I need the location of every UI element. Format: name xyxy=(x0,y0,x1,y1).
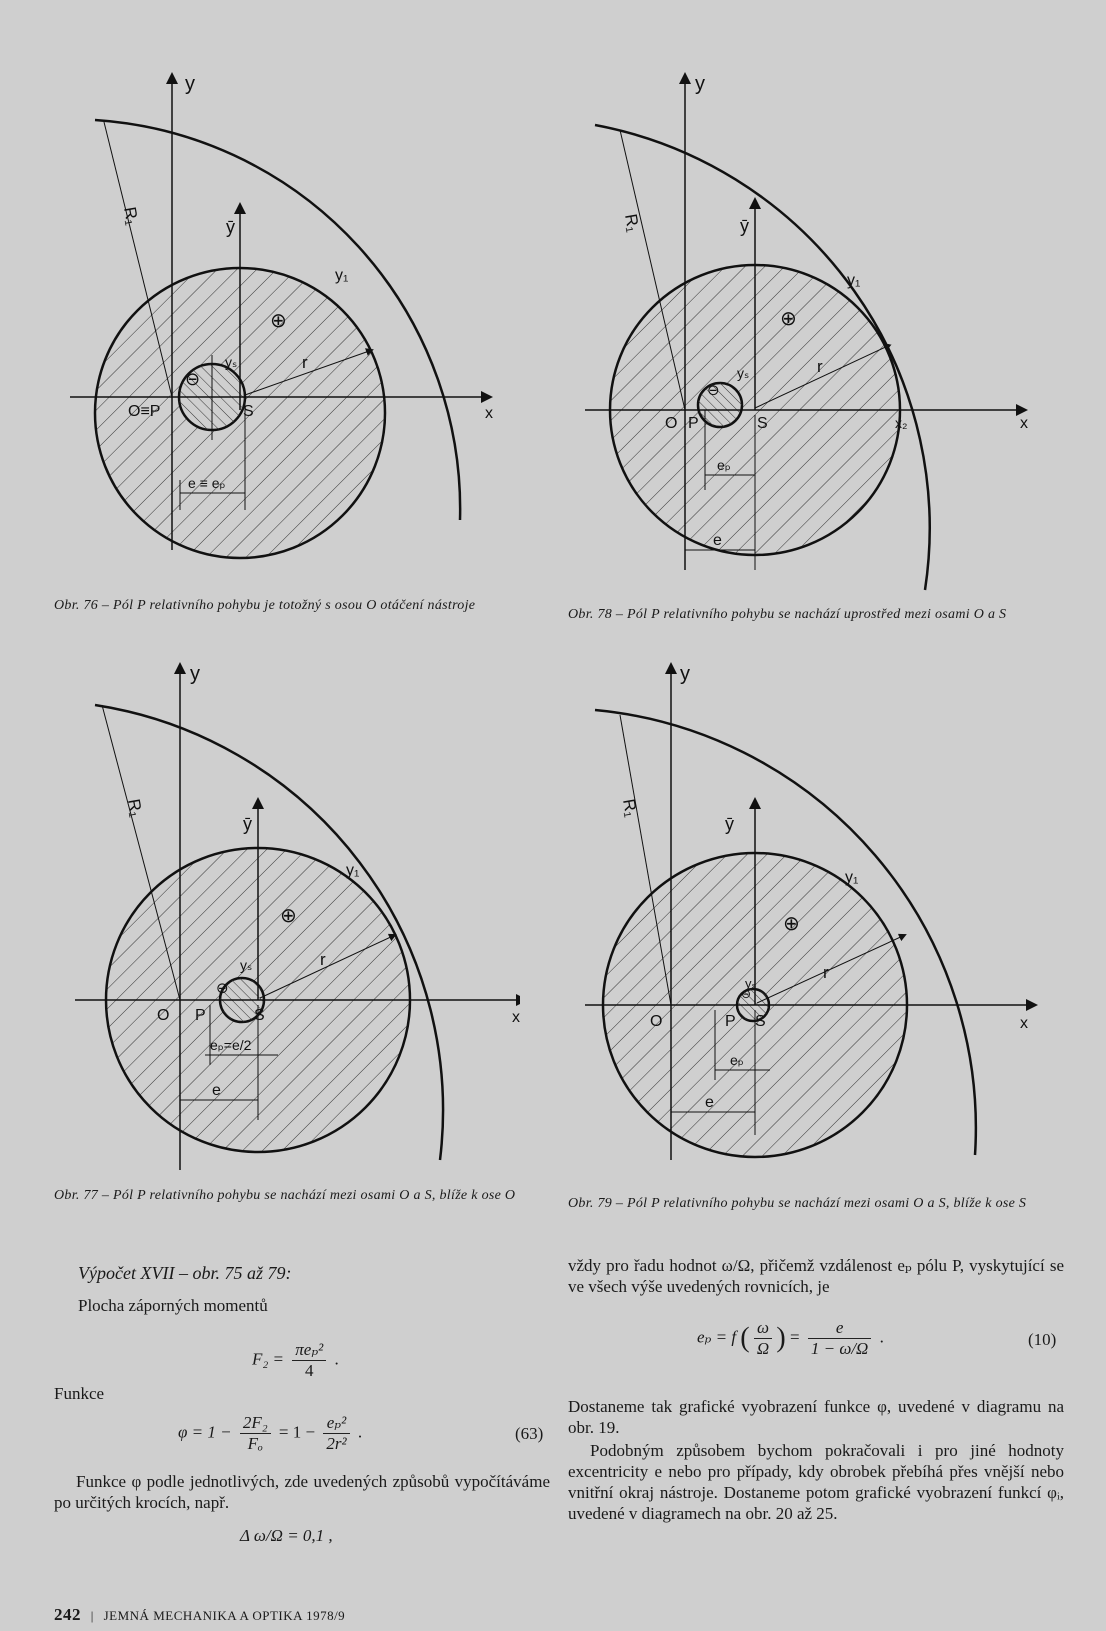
plus-sign: ⊕ xyxy=(280,905,297,927)
eq63-fraction-1 xyxy=(240,1413,271,1454)
ybar-label: ȳ xyxy=(740,216,749,236)
O-label: O xyxy=(665,415,678,432)
eq-F2-lhs: F₂ = xyxy=(252,1349,285,1369)
paragraph-funkce-text: Funkce φ podle jednotlivých, zde uvedených způsobů vypočítáváme po určitých krocích, např. xyxy=(54,1472,550,1512)
eq10-fraction xyxy=(808,1318,872,1359)
paragraph-vzdy-text: vždy pro řadu hodnot ω/Ω, přičemž vzdálenost eₚ pólu P, vyskytující se ve všech výše uvedených rovnicích, je xyxy=(568,1256,1064,1296)
caption-79: Obr. 79 – Pól P relativního pohybu se nachází mezi osami O a S, blíže k ose S xyxy=(568,1196,1027,1211)
minus-sign: ⊖ xyxy=(741,987,752,1001)
figure-77 xyxy=(40,660,520,1180)
journal-name: JEMNÁ MECHANIKA A OPTIKA 1978/9 xyxy=(103,1608,346,1623)
e-label: e ≡ eₚ xyxy=(188,475,226,491)
eq10-end: . xyxy=(879,1327,884,1347)
eq10-inner-den: Ω xyxy=(756,1339,770,1358)
caption-78: Obr. 78 – Pól P relativního pohybu se nachází uprostřed mezi osami O a S xyxy=(568,607,1007,622)
paragraph-dostaneme xyxy=(568,1396,1064,1438)
x-label: x xyxy=(1020,415,1028,432)
eq10-den: 1 − ω/Ω xyxy=(810,1339,869,1358)
y1-label: y₁ xyxy=(845,869,859,886)
eq10-number: (10) xyxy=(1028,1330,1057,1349)
figure-78 xyxy=(565,70,1045,600)
paragraph-podobnym-text: Podobným způsobem bychom pokračovali i pro jiné hodnoty excentricity e nebo pro případy, kdy obrobek přebíhá přes vnější nebo vnitřní okraj nástroje. Dostaneme potom grafické vyobrazení funkcí φᵢ, uvedené v diagramech na obr. 20 až 25. xyxy=(568,1441,1064,1523)
x2-label: x₂ xyxy=(895,415,908,431)
figure-77-drawing xyxy=(40,660,520,1180)
y-label: y xyxy=(680,663,690,685)
plus-sign: ⊕ xyxy=(783,913,800,935)
heading-vypocet: Výpočet XVII – obr. 75 až 79: xyxy=(78,1263,292,1283)
figure-76 xyxy=(40,70,520,590)
e-label: e xyxy=(705,1094,714,1111)
ybar-label: ȳ xyxy=(226,217,235,237)
eq10-inner-fraction xyxy=(754,1318,772,1359)
plus-sign: ⊕ xyxy=(270,310,287,332)
eq63-num2: eₚ² xyxy=(323,1413,349,1434)
eq63-end: . xyxy=(357,1422,363,1442)
P-label: P xyxy=(195,1007,206,1024)
r-label: r xyxy=(817,357,823,376)
x-label: x xyxy=(1020,1015,1028,1032)
S-label: S xyxy=(254,1007,265,1024)
minus-sign: ⊖ xyxy=(707,382,720,399)
caption-76: Obr. 76 – Pól P relativního pohybu je totožný s osou O otáčení nástroje xyxy=(54,598,476,613)
paragraph-dostaneme-text: Dostaneme tak grafické vyobrazení funkce φ, uvedené v diagramu na obr. 19. xyxy=(568,1397,1064,1437)
eq63-den2: 2r² xyxy=(326,1434,347,1453)
minus-sign: ⊖ xyxy=(185,369,201,389)
equation-F2 xyxy=(252,1340,339,1381)
R1-label: R₁ xyxy=(124,797,146,819)
text-step: Δ ω/Ω = 0,1 , xyxy=(240,1526,333,1545)
eq10-lhs: eₚ = f xyxy=(697,1327,737,1347)
ybar-label: ȳ xyxy=(243,814,252,834)
plus-sign: ⊕ xyxy=(780,308,797,330)
x-label: x xyxy=(485,405,493,422)
figure-76-drawing xyxy=(40,70,520,590)
eq63-number: (63) xyxy=(515,1424,544,1443)
ys-label: yₛ xyxy=(240,957,253,973)
origin-label: O≡P xyxy=(128,403,161,420)
r-label: r xyxy=(302,353,308,372)
text-funkce: Funkce xyxy=(54,1384,105,1403)
eq63-num1: 2F₂ xyxy=(240,1413,271,1434)
eq10-inner-num: ω xyxy=(754,1318,772,1339)
paragraph-vzdy xyxy=(568,1255,1064,1297)
eq10-equals: = xyxy=(790,1327,800,1347)
O-label: O xyxy=(650,1013,663,1030)
P-label: P xyxy=(688,415,699,432)
eq63-den1: Fₒ xyxy=(247,1434,263,1453)
ys-label: yₛ xyxy=(225,354,238,370)
eq63-part-b: = 1 − xyxy=(278,1422,316,1442)
ys-label: yₛ xyxy=(737,365,750,381)
figure-78-drawing xyxy=(565,70,1045,600)
y-label: y xyxy=(190,663,200,685)
ep-label: eₚ xyxy=(717,457,731,473)
eq-F2-numerator: πeₚ² xyxy=(292,1340,326,1361)
R1-label: R₁ xyxy=(120,205,142,227)
figure-79 xyxy=(565,660,1045,1180)
S-label: S xyxy=(755,1013,766,1030)
text-plocha: Plocha záporných momentů xyxy=(78,1296,268,1315)
ep-label: eₚ xyxy=(730,1052,744,1068)
y1-label: y₁ xyxy=(346,862,360,879)
minus-sign: ⊖ xyxy=(216,980,229,997)
y1-label: y₁ xyxy=(847,272,861,289)
equation-10: eₚ = f ( $\frac{\omega}{\Omega}$ ) = $\frac{e}{1 - \omega/\Omega}$ . xyxy=(697,1318,884,1358)
r-label: r xyxy=(320,950,326,969)
eq10-num: e xyxy=(808,1318,872,1339)
eq-F2-fraction xyxy=(292,1340,326,1381)
P-label: P xyxy=(725,1013,736,1030)
page-number: 242 xyxy=(54,1605,81,1624)
S-label: S xyxy=(757,415,768,432)
x-label: x xyxy=(512,1009,520,1026)
e-label: e xyxy=(212,1082,221,1099)
figure-79-drawing xyxy=(565,660,1045,1180)
ep-label: eₚ=e/2 xyxy=(210,1037,252,1053)
ys-label: yₛ xyxy=(745,976,757,991)
paragraph-funkce xyxy=(54,1471,550,1513)
R1-label: R₁ xyxy=(619,797,641,819)
equation-63 xyxy=(178,1413,362,1454)
eq-F2-denominator: 4 xyxy=(305,1361,314,1380)
ybar-label: ȳ xyxy=(725,814,734,834)
paragraph-podobnym xyxy=(568,1440,1064,1524)
y1-label: y₁ xyxy=(335,267,349,284)
e-label: e xyxy=(713,532,722,549)
eq63-part-a: φ = 1 − xyxy=(178,1422,232,1442)
eq63-fraction-2 xyxy=(323,1413,349,1454)
eq-F2-end: . xyxy=(334,1349,339,1369)
y-label: y xyxy=(695,73,705,95)
R1-label: R₁ xyxy=(621,212,643,234)
caption-77: Obr. 77 – Pól P relativního pohybu se nachází mezi osami O a S, blíže k ose O xyxy=(54,1188,516,1203)
r-label: r xyxy=(823,963,829,982)
page-footer: 242 | JEMNÁ MECHANIKA A OPTIKA 1978/9 xyxy=(54,1605,346,1624)
S-label: S xyxy=(243,403,254,420)
y-label: y xyxy=(185,73,195,95)
O-label: O xyxy=(157,1007,170,1024)
